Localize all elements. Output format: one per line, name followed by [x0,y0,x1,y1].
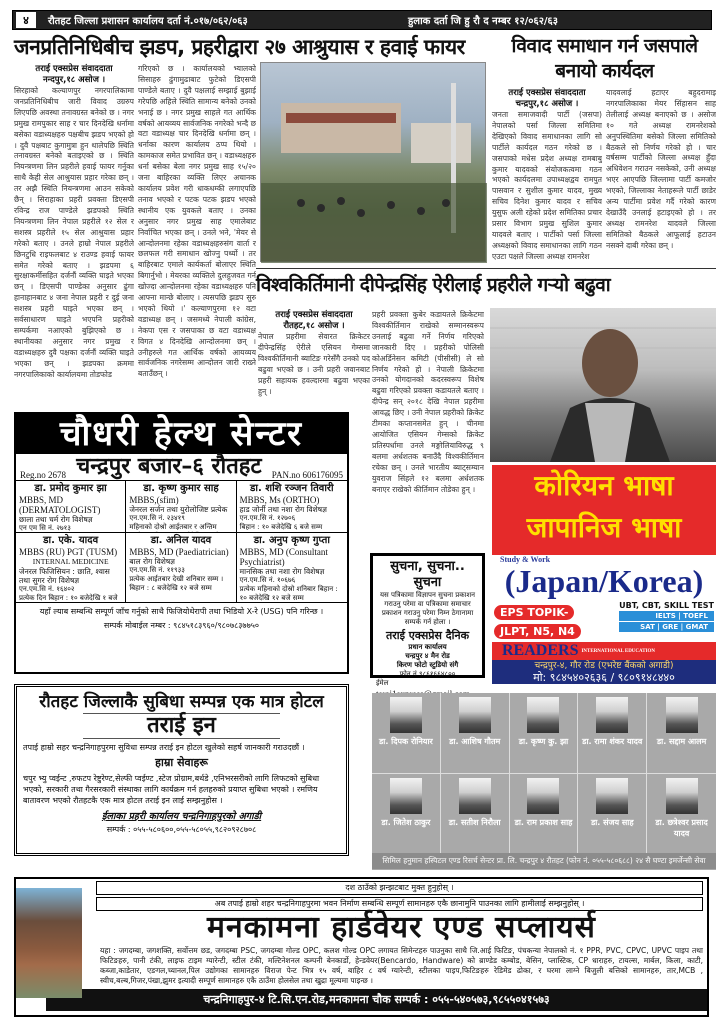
doctor-profile: डा. संजय साह [578,774,647,853]
hotel-intro: तपाई हाम्रो सहर चन्द्रनिगाहपुरमा सुविधा सम्पन्न तराई इन होटल खुलेको सहर्ष जानकारी गराउदछौं । [23,743,305,752]
doctor-profile: डा. जितेश ठाकुर [372,774,441,853]
doctor-profile: डा. सतीश निरौला [441,774,510,853]
doctor-profile: डा. छत्रेश्वर प्रसाद यादव [647,774,716,853]
study-work-label: Study & Work [500,555,551,564]
language-ad-address: चन्द्रपुर-४, गौर रोड (एभरेष्ट बैंकको अगाडी) [534,661,674,671]
health-center-title: चौधरी हेल्थ सेन्टर [14,412,349,452]
hotel-ad [14,684,349,856]
cricketer-portrait-image [490,308,716,462]
doctor-profile: डा. आशिष गौतम [441,693,510,773]
article2-col1 [492,88,602,260]
article2-byline: तराई एक्सप्रेस संवाददाता [508,88,586,98]
page-header-bar [12,10,712,30]
crowd-scene-image [261,63,487,263]
language-ad-mobile: मो: ९८४५४०२६३६ / ९८०९१४८४४० [533,671,675,684]
doctor-card: डा. अनिल यादव MBBS, MD (Paediatrician) बाल रोग विशेषज्ञ एन.एम.सि नं. ११९३३ प्रत्येक आईतबार देखी शनिबार सम्म । बिहान : ८ बजेदेखि १२ बजे सम्म [126,533,236,603]
doctor-card: डा. प्रमोद कुमार झा MBBS, MD (DERMATOLOGIST) छाला तथा चर्म रोग विशेषज्ञ एन एम सि नं. २७१३ [16,481,126,533]
hotel-services-title: हाम्रा सेवाहरू [155,756,208,769]
notice-box [370,553,485,687]
jlpt-pill: JLPT, N5, N4 [494,624,581,639]
office-address2: किरण फोटो स्टुडियो संगै [396,661,459,669]
article2-body-col2: यादवलाई हटाएर बहुदरामाइ नगरपालिकाका मेयर सिंहासन साह तेलीलाई अध्यक्ष बनाएको छ । असोज १० गते अध्यक्ष रामनरेशको अनुपस्थितिमा बसेको जिल्ला समितिको बैठकले सो निर्णय गरेको हो । चार वर्षसम्म पार्टीको जिल्ला अध्यक्ष हुँदा अधिवेशन गराउन नसकेको, उनी अध्यक्ष भएर आएपछि जिल्लामा पार्टी कमजोर भएको, जिल्लाका नेताहरूले पार्टी छाडेर अन्य पार्टीमा प्रवेश गर्दै गरेको कारण देखाउँदै उनलाई हटाइएको हो । तर अध्यक्ष रामनरेश यादवले जिल्ला समितिको बैठकले आफूलाई हटाउन नसक्ने दाबी गरेका छन् । [606,88,716,250]
page-number: ४ [16,12,36,28]
article2-headline-line2: बनायो कार्यदल [555,60,654,82]
pan-number: PAN.no 606176095 [271,470,343,480]
doctor-photo [390,697,422,733]
article1-byline: तराई एक्सप्रेस संवाददाता [35,64,113,74]
office-label: प्रधान कार्यालय [408,643,447,651]
doctor-photo [666,778,698,814]
article3-body-col2: प्रहरी प्रवक्ता कुबेर कडायतले क्रिकेटमा विश्वकीर्तिमान राखेको सम्मानस्वरूप उनलाई बढुवा गर्ने निर्णय गरिएको जानकारी दिए । प्रहरीको पोलिसी कोअर्डिनेसन कमिटी (पीसीसी) ले सो निर्णय गरेको हो । नेपाली क्रिकेटमा उनको योगदानको कदरस्वरूप विशेष बढुवा गरिएको प्रवक्ता कडायतले बताए । दीपेन्द्र सन् २०१८ देखि नेपाल प्रहरीमा आवद्ध छिए । उनी नेपाल प्रहरीको क्रिकेट टीमका कप्तानसमेत हुन् । चीनमा आयोजित एसियन गेम्सको क्रिकेट प्रतिस्पर्धामा उनले मङ्गोलियाविरुद्ध ९ बलमा अर्धशतक बनाउँदै विश्वकीर्तिमान रचेका छन् । उनले भारतीय ब्याट्सम्यान युवराज सिंहले १२ बलमा अर्धशतक बनाएर राखेको कीर्तिमान तोडेका हुन् । [372,310,484,494]
article1-photo [260,62,486,262]
hardware-body: यहा : जगदम्बा, जगशक्ति, सर्वोत्तम छड, जगदम्बा PSC, जगदम्बा गोल्ड OPC, कलश गोल्ड OPC लगायत सिमेन्टहरु पाउनुका साथै जि.आई फिटिङ, पंचकन्या नेपालको नं. १ PPR, PVC, CPVC, UPVC पाइप तथा फिटिङहरु, पानी टंकी, लाइफ टाइम ग्यारेन्टी, स्टील टंकी, मल्टिनेशनल कम्पनी बेनकार्डो, हेन्डवेयर(Bencardo, Handware) को ब्राण्डेड कम्बोड, बेसिन, प्लास्टिक, CP धाराहरु, टायल्स, मार्बल, किला, काटी, कब्जा,काडेतार, एङगल,च्यानल,पिल उद्योगका सामानहरु विराज पेन्ट भित्र १५ वर्ष, बाहिर ८ वर्ष ग्यारेन्टी, स्टीलका पाइप,फिटिङहरु रेडिमेड ढोका, र घरमा लाग्ने बिजुली बत्तिको सामानहरु, तार,MCB , स्वीच,बल्ब,गिजर,पंखा,झुमर इत्यादी सम्पूर्ण सामानहरु एकै ठाउँमा होलसेल तथा खुद्रा मूल्यमा पाइन्छ । [100,946,703,985]
doctor-photo [596,697,628,733]
language-ad-banner [492,465,716,555]
health-center-contact: सम्पर्क मोबाईल नम्बर : ९८४५१८३९६०/९८०७८३७७५० [103,621,260,630]
tests-line3: SAT | GRE | GMAT [619,622,714,632]
japanese-language: जापानिज भाषा [526,511,682,544]
readers-brand [492,642,716,660]
doctor-profile: डा. राम प्रकाश साह [510,774,579,853]
eps-topik-pill: EPS TOPIK- [494,605,574,620]
doctor-row-bottom [372,773,716,853]
doctor-card: डा. शशि रञ्जन तिवारी MBBS, Ms (ORTHO) हाड जोर्नी तथा नशा रोग विशेषज्ञ एन.एम.सि नं. १२७०६ बिहान : १० बजेदेखि ६ बजे सम्म [237,481,347,533]
language-ad-contact [492,660,716,684]
hardware-ad [14,877,709,1017]
article3-photo [490,308,716,462]
doctor-profile: डा. सद्दाम आलम [647,693,716,773]
brand-subtitle: INTERNATIONAL EDUCATION [581,648,656,654]
article1-col1 [14,64,134,406]
article1-headline: जनप्रतिनिधिबीच झडप, प्रहरीद्वारा २७ आश्रुयास र हवाई फायर [14,35,465,59]
hotel-address: ईलाका प्रहरी कार्यालय चन्द्रनिगाहपुरको अगाडी [101,811,262,822]
hardware-line2: अब तपाई हाम्रो शहर चन्द्रनिगाहपुरमा भवन निर्माण सम्बन्धि सम्पूर्ण सामानहरु एकै छानामुनि पाउनका लागि हामीलाई सम्झनुहोस् । [96,897,703,911]
tests-line2: IELTS | TOEFL [619,611,714,621]
tests-line1: UBT, CBT, SKILL TEST [619,601,714,610]
hotel-name: तराई इन [83,713,280,739]
hospital-footer: सिमिल हनुमान हस्पिटल एण्ड रिसर्च सेन्टर प्रा. लि. चन्द्रपुर ४ रौतहट (फोन नं. ०५५-५८०६८८) २४ सै घण्टा इमर्जेन्सी सेवा [372,853,716,869]
hotel-phone: सम्पर्क : ०५५-५८०६००,०५५-५८०५५,९८२०९२८७०८ [106,825,257,834]
lab-services: यहाँ ल्याब सम्बन्धि सम्पूर्ण जाँच गर्नुको साथै फिजियोथेरापी तथा भिडियो X-रे (USG) पनि गरिन्छ । [39,607,324,616]
doctor-photo [527,697,559,733]
hardware-footer: चन्द्रनिगाहपुर-४ टि.सि.एन.रोड,मनकामना चौक सम्पर्क : ०५५-५४०५७३,९८५५०४१५७३ [46,989,707,1011]
notice-title: सुचना, सुचना.. सुचना [390,559,465,590]
doctor-row-top [372,693,716,773]
health-center-location: चन्द्रपुर बजार–६ रौतहट [76,454,262,479]
postal-registration: हुलाक दर्ता जि हु रौ द नम्बर १२/०६२/६३ [408,16,558,27]
doctor-photo [527,778,559,814]
doctor-profile: डा. रामा शंकर यादव [578,693,647,773]
brand-name: READERS [502,642,579,659]
divider [256,268,716,269]
doctor-card: डा. एके. यादव MBBS (RU) PGT (TUSM) INTERNAL MEDICINE जेनरल फिजिसियन : छाति, श्वास तथा सुगर रोग विशेषज्ञ एन.एम.सि नं. १६४०२ प्रत्येक दिन बिहान : १० बजेदेखि १ बजे [16,533,126,603]
article1-body-col2: गरिएको छ । कार्यालयको भ्यालको सिसाहरु ढुंगामुढाबाट फुटेको डिएसपी पाण्डेले बताए । दुवै पक्षलाई सम्झाई बुझाई गरेपछि अहिले स्थिति सामान्य बनेको उनको भनाई छ । नगर प्रमुख साहले गत आर्थिक वर्षको आयव्यय सार्वजनिक नगरेको भन्दै छ वटा वडाध्यक्ष चार दिनदेखि धर्नामा छन् । धर्नाका कारण कार्यालय ठप्प थियो । कामकाज समेत प्रभावित छन् । वडाध्यक्षहरु धर्ना बसेका बेला नगर प्रमुख साह १५/२० जना बाहिरका व्यक्ति लिएर अचानक कार्यालय प्रवेश गरी धाकधम्की लगाएपछि तनाव भएको र पटक पटक झडप भएको स्थानीय एक युवकले बताए । उनका अनुसार नगर प्रमुख साह एमालेबाट निर्वाचित भएका छन् । उनले भने, 'मेयर से आन्दोलनमा रहेका वडाध्यक्षहरुसंग वार्ता र छलफल गरी समाधान खोज्नु पर्थ्यो । तर बाहिरबाट एमाले कार्यकर्ता बोलाएर स्थिति बिगार्नुभो । मेयरका व्यक्तिले दुलहुजवत गर्न खोज्दा आन्दोलनमा रहेका वडाध्यक्षहरु पनि आफ्ना मान्छे बोलाए । त्यसपछि झडप सुरु भएको थियो ।' कल्याणपुरमा १२ वटा वडाध्यक्ष छन् । जसमध्ये नेपाली कांग्रेस, नेकपा एस र जसपाका छ वटा वडाध्यक्ष विगत ४ दिनदेखि आन्दोलनमा छन् । उनीहरुले गत आर्थिक वर्षको आयव्यय सार्वजनिक नगरेसम्म आन्दोलन जारी राख्ने बताउँछन् । [138,64,256,379]
doctor-photo [666,697,698,733]
hotel-tagline: रौतहट जिल्लाकै सुबिधा सम्पन्न एक मात्र होटल [39,692,324,712]
registration-info: रौतहट जिल्ला प्रशासन कार्यालय दर्ता नं.०१७/०६२/०६३ [48,16,248,27]
doctor-photo [596,778,628,814]
article1-dateline: नन्दपुर,१८ असोज । [42,75,106,85]
doctor-profile: डा. दिपक रोनियार [372,693,441,773]
article3-dateline: रौतहट,१८ असोज । [283,321,345,331]
korean-language: कोरियन भाषा [534,469,674,502]
doctor-photo [459,697,491,733]
hardware-line1: दश ठाउँको झन्झटबाट मुक्त हुनुहोस् । [96,881,703,895]
hardware-title: मनकामना हार्डवेयर एण्ड सप्लायर्स [207,910,596,945]
article3-headline: विश्वकिर्तिमानी दीपेन्द्रसिंह ऐरीलाई प्रहरीले गर्‍यो बढुवा [256,274,611,296]
article2-headline-line1: विवाद समाधान गर्न जसपाले [511,35,698,57]
reg-number: Reg.no 2678 [20,470,66,480]
hotel-services: चपुर भ्यु प्वईन्ट ,रुफटप रेष्टुरेण्ट,सेल्फी प्वईण्ट ,स्टेज प्रोग्राम,बर्थडे ,एनिभरसरीको लागि लिफटको सुबिधा भएको, सरकारी तथा गैरसरकारी संस्थाका लागि कार्यक्रम गर्न हलहरुको प्रयाप्त सुबिधा भएको । रमणिय बातावरण भएको रौतहटकै एक मात्र होटल तराई इन लाई सम्झनुहोस । [23,774,320,805]
doctor-photo [459,778,491,814]
doctor-grid [16,480,347,603]
doctor-card: डा. कृष्ण कुमार साह MBBS,(sfim) जेनरल सर्जन तथा युरोलोजिष्ट प्रत्येक एन.एम.सि नं. २३४१९ महिनाको दोश्रो आईतबार र अन्तिम [126,481,236,533]
hospital-ad [372,693,716,870]
article3-byline: तराई एक्सप्रेस संवाददाता [275,310,353,320]
doctor-card: डा. अनुप कृष्ण गुप्ता MBBS, MD (Consultant Psychiatrist) मानसिक तथा नशा रोग विशेषज्ञ एन.एम.सि नं. १०६७६ प्रत्येक महिनाको दोस्रो शनिबार बिहान : १० बजेदेखि १२ बजे सम्म [237,533,347,603]
health-center-ad [14,452,349,674]
notice-body: यस पत्रिकामा विज्ञापन सुचना प्रकाशन गराउनु परेमा वा पत्रिकामा समाचार प्रकाशन गराउनु परेमा निम्न ठेगानामा सम्पर्क गर्न होला । [379,591,476,626]
doctor-photo [390,778,422,814]
office-address1: चन्द्रपुर ४ मैन रोड [405,652,450,660]
article1-body-col1: सिरहाको कल्याणपुर नगरपालिकामा जनप्रतिनिधिबीच जारी विवाद उग्ररुप लिएपछि अवस्था तनावग्रस्त बनेको छ । नगर प्रमुख रामपुकार साह र चार दिनदेखि धर्नामा बसेका वडाध्यक्षहरु पक्षबीच झडप भएको हो । दुवै पक्षबाट कुगामुत्रा हुन थालेपछि स्थिति तनावग्रस्त बनेको बताइएको छ । स्थिति नियन्त्रणमा लिन प्रहरीले हवाई फायर गर्नुका साथै केही सेल आश्रुयास प्रहार गरेका छन् । तर अझै स्थिति नियन्त्रणमा आउन सकेको छैन् । सिराहाका प्रहरी प्रवक्ता डिएसपी रविन्द्र राज पाण्डेले झडपको स्थिति नियन्त्रणमा लिन नेपाल प्रहरीले १२ सेल र सशस्त्र प्रहरीले १५ सेल आश्रुयास प्रहार गरेको बताए । उनले हाम्रो नेपाल प्रहरीले छिनटुधि राइफलबाट ४ राउण्ड हवाई फायर समेत गरेको बताए । झडपमा ६ सुरक्षाकर्मीसहित दर्जनौं व्यक्ति घाइते भएका छन् । डिएसपी पाण्डेका अनुसार ढुंगा हानाहानबाट ४ जना नेपाल प्रहरी र दुई जना सशस्त्र प्रहरी घाइते भएका छन् । सर्वसाधारण घाइते भएपनि प्रहरीको सम्पर्कमा नआएको बुझिएको छ । स्थानीयका अनुसार नगर प्रमुख र वडाध्यक्षहरु दुवै पक्षका दर्जनौं व्यक्ति घाइते भएका छन् । झडपका क्रममा नगरपालिकाको कार्यालयमा तोडफोड [14,86,134,379]
doctor-profile: डा. कृष्ण कु. झा [510,693,579,773]
email-label: ईमेल [376,679,389,687]
newspaper-name: तराई एक्सप्रेस दैनिक [385,629,470,642]
article2-body-col1: जनता समाजवादी पार्टी (जसपा) नेपालको पर्सा जिल्ला समितिमा देखिएको विवाद समाधानका लागि सो पार्टीले कार्यदल गठन गरेको छ । जसपाको मधेस प्रदेश अध्यक्ष रामबाबु कुमार यादवको संयोजकत्वमा गठन भएको कार्यदलमा उपाध्यक्षद्वय रामपुत पासवान र सुशील कुमार यादव, मुख्य सचिव दिनेश कुमार यादव र सचिव युसुफ अली रहेको प्रदेश समितिका प्रचार प्रसार विभाग प्रमुख सुशिल कुमार यादवले बताए । पार्टीको पर्सा जिल्ला अध्यक्षको विवाद समाधानका लागि गठन एउटा पक्षले जिल्ला अध्यक्ष रामनरेश [492,110,602,260]
office-phone: फोन नं ९८६१६६४८०० [399,670,456,678]
temple-image [16,888,82,998]
article3-body-col1: नेपाल प्रहरीमा सेवारत क्रिकेटर दीपेन्द्रसिंह ऐरीले एसियन गेम्समा विश्वकीर्तिमानी ब्याटिङ गरेसँगै उनको पद बढुवा भएको छ । उनी प्रहरी जवानबाट प्रहरी सहायक हवल्दारमा बढुवा भएका हुन् । [258,332,370,396]
article2-dateline: चन्द्रपुर,१८ असोज । [515,99,579,109]
language-ad-details [492,555,716,691]
countries-label: (Japan/Korea) [504,563,704,599]
article2-headline [492,34,717,84]
